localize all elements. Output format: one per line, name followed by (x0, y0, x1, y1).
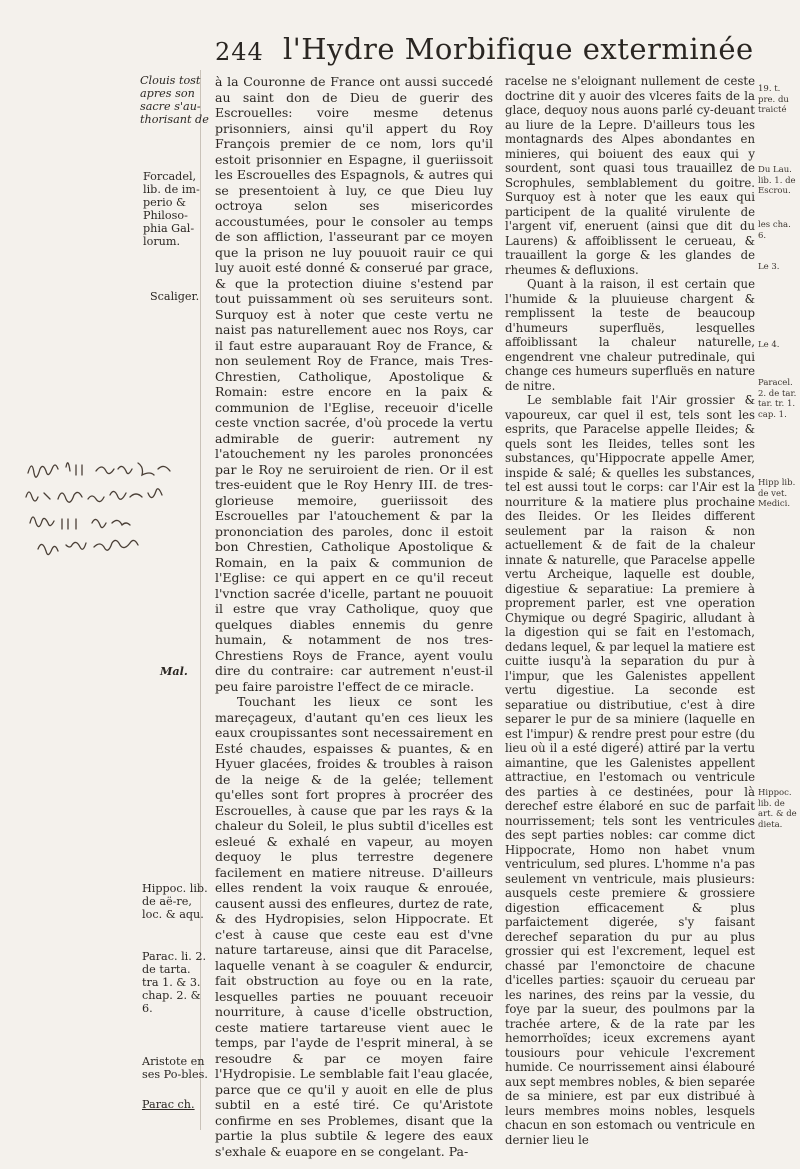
right-note-5: Le 4. (758, 340, 780, 350)
right-note-7: Hipp lib. de vet. Medici. (758, 478, 796, 509)
margin-note-parac: Parac. li. 2. de tarta. tra 1. & 3. chap. 2. & 6. (142, 950, 207, 1015)
right-paragraph-2: Quant à la raison, il est certain que l'humide & la pluuieuse chargent & remplissent la teste de beaucoup d'humeurs superfluës, lesquelles affoiblissant la chaleur naturelle, engendrent vne chaleur putredinale, qui change ces humeurs superfluës en nature de nitre. (505, 277, 755, 393)
right-paragraph-1: racelse ne s'eloignant nullement de ceste doctrine dit y auoir des vlceres faits de la glace, dequoy nous auons parlé cy-deuant au liure de la Lepre. D'ailleurs tous les montagnards des Alpes abondantes en minieres, qui boiuent des eaux qui y sourdent, sont quasi tous trauaillez de Scrophules, semblablement du goitre. Surquoy est à noter que les eaux qui participent de la qualité virulente de l'argent vif, eneruent (ainsi que dit du Laurens) & affoiblissent le cerueau, & trauaillent la gorge & les glandes de rheumes & defluxions. (505, 74, 755, 277)
margin-note-hippoc: Hippoc. lib. de aë-re, loc. & aqu. (142, 882, 208, 921)
margin-note-mal: Mal. (160, 664, 188, 678)
page-header (215, 30, 754, 70)
right-note-8: Hippoc. lib. de art. & de dieta. (758, 788, 797, 830)
running-title: l'Hydre Morbifique exterminée (283, 32, 754, 66)
left-column (215, 74, 493, 1159)
right-note-6: Paracel. 2. de tar. tar. tr. 1. cap. 1. (758, 378, 797, 420)
right-paragraph-3: Le semblable fait l'Air grossier & vapoureux, car quel il est, tels sont les esprits, que Paracelse appelle Ileides; & quels sont les Ileides, telles sont les substances, qu'Hippocrate appelle Amer, inspide & salé; & quelles les substances, tel est aussi tout le corps: car l'Air est la nourriture & la matiere plus prochaine des Ileides. Or les Ileides different seulement par la raison & non actuellement & de fait de la chaleur innate & naturelle, que Paracelse appelle vertu Archeique, laquelle est double, digestiue & separatiue: La premiere à proprement parler, est vne operation Chymique ou degré Spagiric, alludant à la digestion qui se fait en l'estomach, dedans lequel, & par lequel la matiere est cuitte iusqu'à la separation du pur à l'impur, que les Galenistes appellent vertu digestiue. La seconde est separatiue ou distributiue, c'est à dire separer le pur de sa miniere (laquelle en est l'impur) & rendre prest pour estre (du lieu où il a esté digeré) attiré par la vertu aimantine, que les Galenistes appellent attractiue, en l'estomach ou ventricule des parties à ce destinées, pour là derechef estre élaboré en suc de parfait nourrissement; tels sont les ventricules des sept parties nobles: car comme dict Hippocrate, Homo non habet vnum ventriculum, sed plures. L'homme n'a pas seulement vn ventricule, mais plusieurs: ausquels ceste premiere & grossiere digestion efficacement & plus parfaictement digerée, s'y faisant derechef separation du pur au plus grossier qui est l'excrement, lequel est chassé par l'emonctoire de chacune d'icelles parties: sçauoir du cerueau par les narines, des reins par la vessie, du foye par la sueur, des poulmons par la trachée artere, & de la rate par les hemorrhoïdes; iceux excremens ayant tousiours pour vehicule l'excrement humide. Ce nourrissement ainsi élabouré aux sept membres nobles, & bien separée de sa miniere, est par eux distribué à leurs membres moins nobles, lesquels chacun en son estomach ou ventricule en dernier lieu le (505, 393, 755, 1147)
handwritten-annotation (18, 453, 198, 583)
right-note-2: Du Lau. lib. 1. de Escrou. (758, 165, 796, 196)
margin-note-clouis: Clouis tost apres son sacre s'au-thorisant de (140, 74, 209, 126)
margin-note-aristote: Aristote en ses Po-bles. (142, 1055, 208, 1081)
left-paragraph-2: Touchant les lieux ce sont les mareçageux, d'autant qu'en ces lieux les eaux croupissantes sont necessairement en Esté chaudes, espaisses & puantes, & en Hyuer glacées, froides & troubles à raison de la neige & de la gelée; tellement qu'elles sont fort propres à procréer des Escrouelles, à cause que par les rays & la chaleur du Soleil, le plus subtil d'icelles est esleué & exhalé en vapeur, au moyen dequoy le plus terrestre degenere facilement en matiere nitreuse. D'ailleurs elles rendent la voix rauque & enrouée, causent aussi des enfleures, durtez de rate, & des Hydropisies, selon Hippocrate. Et c'est à cause que ceste eau est d'vne nature tartareuse, ainsi que dit Paracelse, laquelle venant à se coaguler & endurcir, fait obstruction au foye ou en la rate, lesquelles parties ne pouuant receuoir nourriture, à cause d'icelle obstruction, ceste matiere tartareuse vient auec le temps, par l'ayde de l'esprit mineral, à se resoudre & par ce moyen faire l'Hydropisie. Le semblable fait l'eau glacée, parce que ce qu'il y auoit en elle de plus subtil en a esté tiré. Ce qu'Aristote confirme en ses Problemes, disant que la partie la plus subtile & legere des eaux s'exhale & euapore en se congelant. Pa- (215, 694, 493, 1159)
right-note-3: les cha. 6. (758, 220, 791, 241)
right-column (505, 74, 755, 1147)
right-note-4: Le 3. (758, 262, 780, 272)
margin-note-scaliger: Scaliger. (150, 290, 200, 303)
page-number: 244 (215, 38, 264, 66)
margin-note-forcadel: Forcadel, lib. de im-perio & Philoso-phia Gal-lorum. (143, 170, 200, 248)
margin-note-parac-ch: Parac ch. (142, 1098, 195, 1111)
right-note-1: 19. t. pre. du traicté (758, 84, 789, 115)
left-paragraph-1: à la Couronne de France ont aussi succedé au saint don de Dieu de guerir des Escrouelles: voire mesme detenus prisonniers, ainsi qu'il appert du Roy François premier de ce nom, lors qu'il estoit prisonnier en Espagne, il gueriissoit les Escrouelles des Espagnols, & autres qui se presentoient à luy, ce que Dieu luy octroya selon ses misericordes accoustumées, pour le consoler au temps de son affliction, l'asseurant par ce moyen que la prison ne luy pouuoit rauir ce qui luy auoit esté donné & conserué par grace, & que la protection diuine s'estend par tout puissamment où ses seruiteurs sont. Surquoy est à noter que ceste vertu ne naist pas naturellement auec nos Roys, car il faut estre auparauant Roy de France, & non seulement Roy de France, mais Tres-Chrestien, Catholique, Apostolique & Romain: estre encore en la paix & communion de l'Eglise, receuoir d'icelle ceste vnction sacrée, d'où procede la vertu admirable de guerir: autrement ny l'atouchement ny les paroles prononcées par le Roy ne seruiroient de rien. Or il est tres-euident que le Roy Henry III. de tres-glorieuse memoire, gueriissoit des Escrouelles par l'atouchement & par la prononciation des paroles, donc il estoit bon Chrestien, Catholique Apostolique & Romain, en la paix & communion de l'Eglise: ce qui appert en ce qu'il receut l'vnction sacrée d'icelle, partant ne pouuoit il estre que vray Catholique, quoy que quelques diables ennemis du genre humain, & notamment de nos tres-Chrestiens Roys de France, ayent voulu dire du contraire: car autrement n'eust-il peu faire paroistre l'effect de ce miracle. (215, 74, 493, 694)
